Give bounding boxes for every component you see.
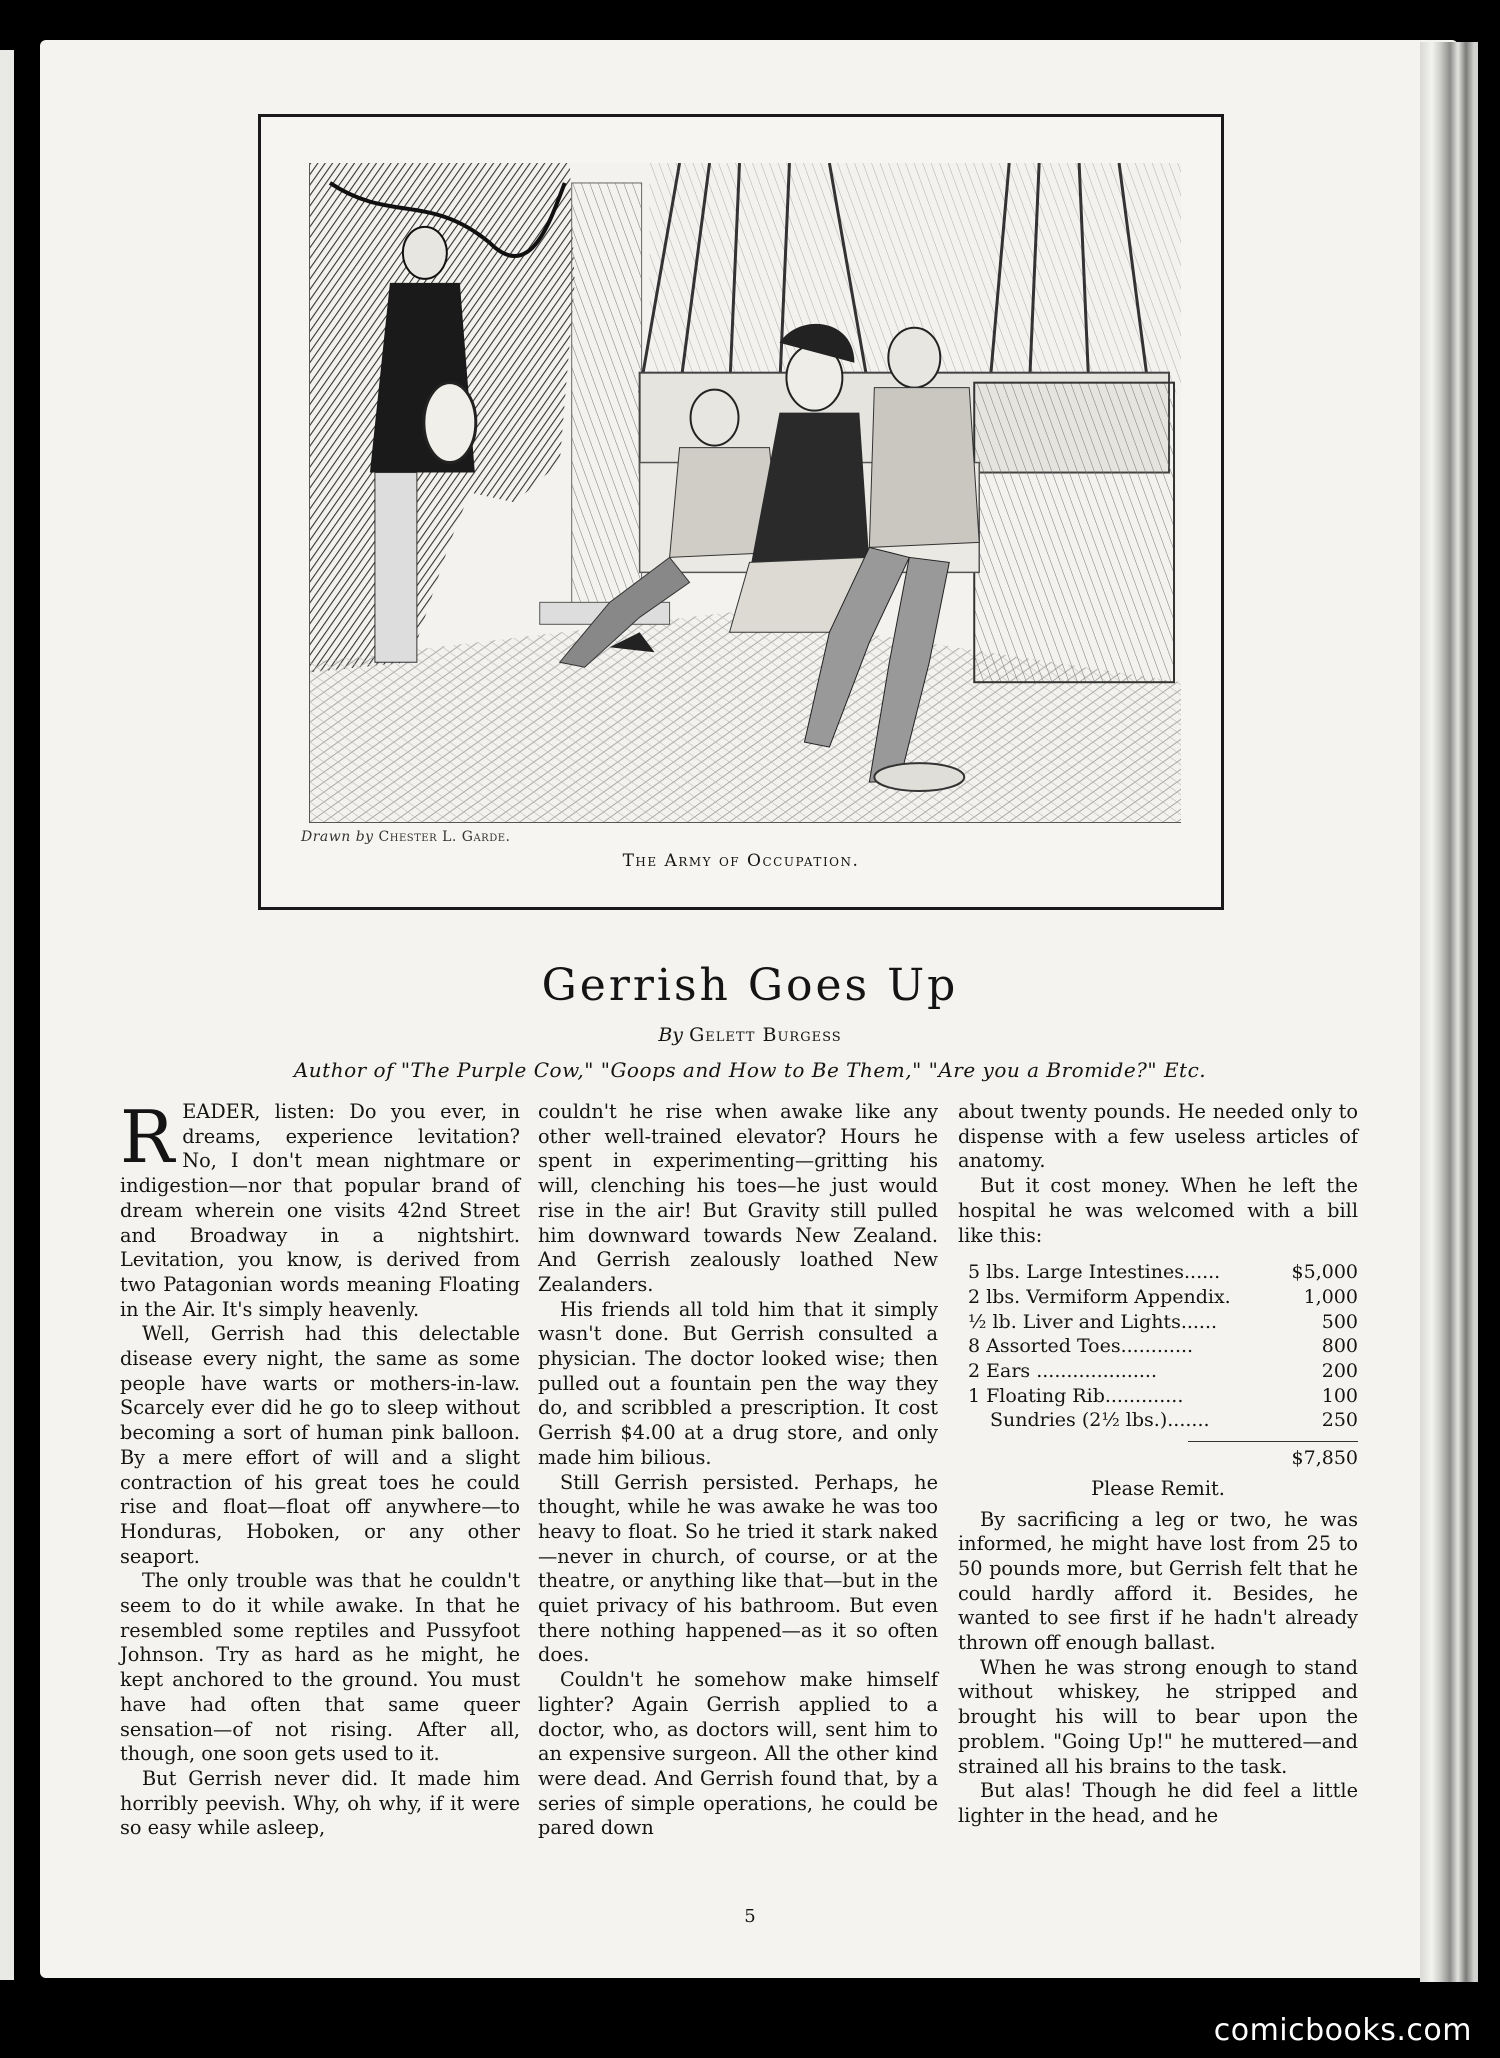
- bill-item: ½ lb. Liver and Lights......: [968, 1310, 1218, 1333]
- article-title: Gerrish Goes Up: [541, 960, 959, 1011]
- paragraph: But alas! Though he did feel a little lighter in the head, and he: [958, 1779, 1358, 1827]
- author-credits: Author of "The Purple Cow," "Goops and How to Be Them," "Are you a Bromide?" Etc.: [293, 1058, 1207, 1082]
- paragraph: His friends all told him that it simply wasn't done. But Gerrish consulted a physician. The doctor looked wise; then pulled out a fountain pen the way they do, and scribbled a prescription. It cost Gerrish $4.00 at a drug store, and only made him bilious.: [538, 1297, 938, 1469]
- bill-amount: 200: [1321, 1360, 1358, 1383]
- illustrator-credit: [301, 829, 510, 845]
- bill-row: [968, 1384, 1358, 1409]
- paragraph: Couldn't he somehow make himself lighter? Again Gerrish applied to a doctor, who, as doctors will, sent him to an expensive surgeon. All the other kind were dead. And Gerrish found that, by a series of simple operations, he could be pared down: [538, 1668, 938, 1840]
- bill-amount: 800: [1321, 1335, 1358, 1358]
- bill-item: 1 Floating Rib.............: [968, 1384, 1184, 1407]
- byline: [0, 1024, 1500, 1046]
- bill-item: 2 Ears ....................: [968, 1360, 1157, 1383]
- bill-row: [968, 1408, 1358, 1433]
- illustration-caption: The Army of Occupation.: [622, 851, 860, 871]
- text-column-3: [958, 1100, 1358, 1829]
- hospital-bill: [968, 1260, 1358, 1471]
- bill-row: [968, 1334, 1358, 1359]
- bill-total-rule: [1188, 1441, 1358, 1442]
- bill-item: 8 Assorted Toes............: [968, 1335, 1194, 1358]
- bill-item: 2 lbs. Vermiform Appendix.: [968, 1285, 1231, 1308]
- bill-amount: 100: [1321, 1384, 1358, 1407]
- illustration-drawing: [310, 163, 1181, 822]
- bill-row: [968, 1359, 1358, 1384]
- paragraph: But Gerrish never did. It made him horribly peevish. Why, oh why, if it were so easy while asleep,: [120, 1766, 520, 1840]
- bill-row: [968, 1310, 1358, 1335]
- paragraph: about twenty pounds. He needed only to dispense with a few useless articles of anatomy.: [958, 1100, 1358, 1173]
- bill-amount: $5,000: [1291, 1261, 1358, 1284]
- author-name: Gelett Burgess: [689, 1024, 842, 1046]
- paragraph: Well, Gerrish had this delectable disease every night, the same as some people have warts or mothers-in-law. Scarcely ever did he go to sleep without becoming a sort of human pink balloon. By a mere effort of will and a slight contraction of his great toes he could rise and float—float off anywhere—to Honduras, Hoboken, or any other seaport.: [120, 1322, 520, 1568]
- paragraph: Still Gerrish persisted. Perhaps, he thought, while he was awake he was too heavy to float. So he tried it stark naked—never in church, of course, or at the theatre, or anything like that—but in the quiet privacy of his bathroom. But even there nothing happened—as it so often does.: [538, 1470, 938, 1667]
- bill-item: 5 lbs. Large Intestines......: [968, 1261, 1221, 1284]
- watermark: comicbooks.com: [1213, 2013, 1472, 2048]
- facing-page-edge: [0, 50, 14, 1980]
- bill-total: $7,850: [1291, 1447, 1358, 1470]
- bill-row: [968, 1260, 1358, 1285]
- page-spine-edges: [1420, 42, 1478, 1982]
- drawn-by-prefix: Drawn by: [301, 829, 374, 845]
- bill-item: Sundries (2½ lbs.).......: [990, 1409, 1210, 1432]
- illustrator-name: Chester L. Garde.: [378, 829, 511, 845]
- text-column-2: [538, 1100, 938, 1841]
- drop-cap: R: [120, 1095, 175, 1179]
- text-column-1: [120, 1095, 520, 1841]
- bill-amount: 1,000: [1303, 1285, 1358, 1308]
- bill-row: [968, 1285, 1358, 1310]
- paragraph: When he was strong enough to stand without whiskey, he stripped and brought his will to bear upon the problem. "Going Up!" he muttered—and strained all his brains to the task.: [958, 1655, 1358, 1778]
- paragraph: couldn't he rise when awake like any other well-trained elevator? Hours he spent in experimenting—gritting his will, clenching his toes—he just would rise in the air! But Gravity still pulled him downward towards New Zealand. And Gerrish zealously loathed New Zealanders.: [538, 1100, 938, 1296]
- pencil-illustration: [309, 163, 1181, 823]
- paragraph: By sacrificing a leg or two, he was informed, he might have lost from 25 to 50 pounds more, but Gerrish felt that he could hardly afford it. Besides, he wanted to see first if he hadn't already thrown off enough ballast.: [958, 1507, 1358, 1655]
- bill-amount: 500: [1321, 1310, 1358, 1333]
- paragraph: The only trouble was that he couldn't seem to do it while awake. In that he resembled some reptiles and Pussyfoot Johnson. Try as hard as he might, he kept anchored to the ground. You must have had often that same queer sensation—of not rising. After all, though, one soon gets used to it.: [120, 1569, 520, 1766]
- page-number: 5: [744, 1906, 756, 1927]
- byline-by: By: [658, 1024, 684, 1046]
- please-remit: Please Remit.: [1091, 1476, 1225, 1500]
- paragraph: But it cost money. When he left the hospital he was welcomed with a bill like this:: [958, 1174, 1358, 1247]
- bill-amount: 250: [1321, 1409, 1358, 1432]
- illustration-frame: [258, 114, 1224, 910]
- paragraph: EADER, listen: Do you ever, in dreams, experience levitation? No, I don't mean nightmare or indigestion—nor that popular brand of dream wherein one visits 42nd Street and Broadway in a nightshirt. Levitation, you know, is derived from two Patagonian words meaning Floating in the Air. It's simply heavenly.: [120, 1100, 520, 1321]
